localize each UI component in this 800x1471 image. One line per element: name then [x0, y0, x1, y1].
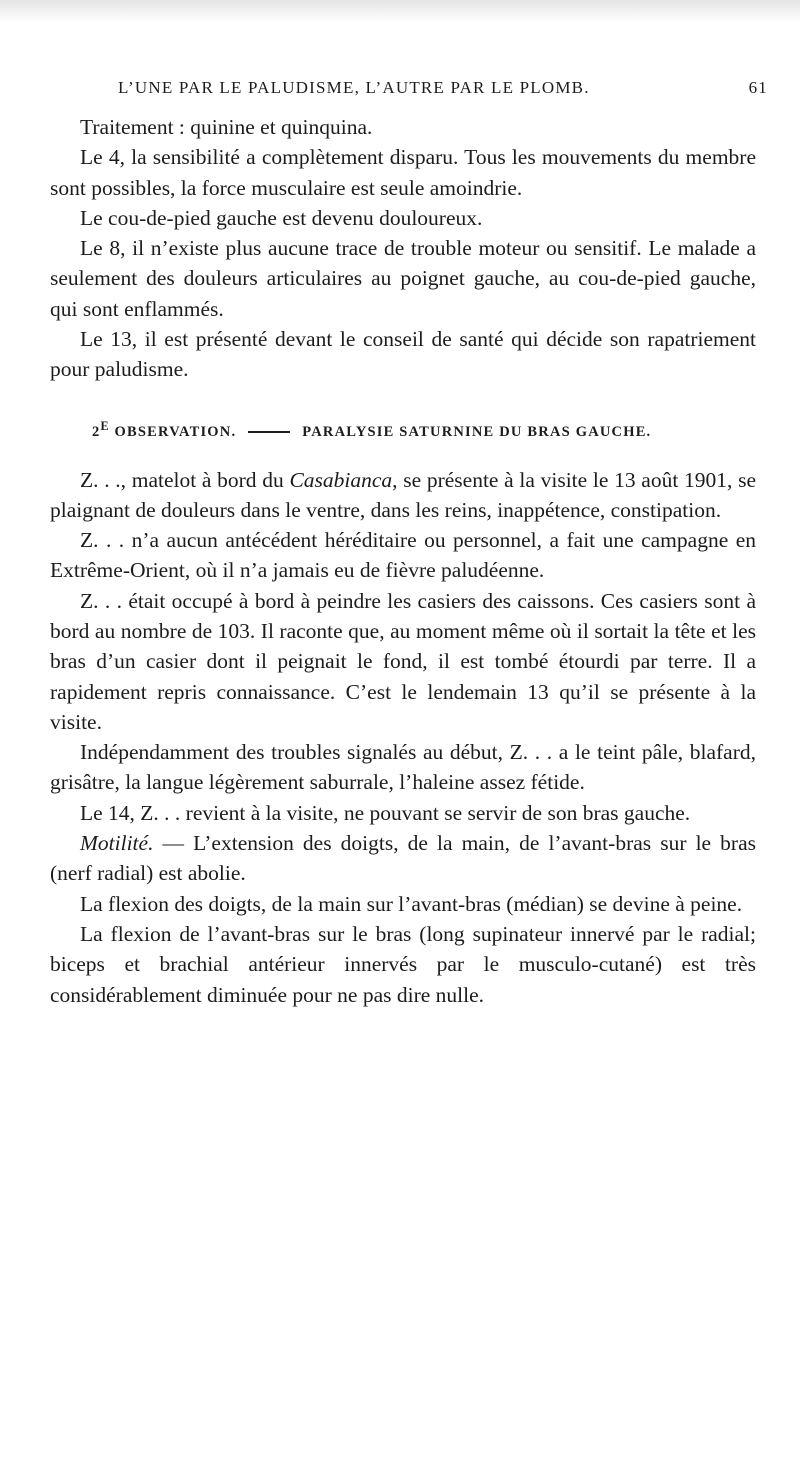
paragraph-motility — [50, 828, 756, 889]
paragraph-day-8: Le 8, il n’existe plus aucune trace de trouble moteur ou sensitif. Le malade a seulement des douleurs articulaires au poignet gauche, au cou-de-pied gauche, qui sont enflammés. — [50, 236, 756, 321]
paragraph-treatment: Traitement : quinine et quinquina. — [80, 115, 373, 139]
paragraph-instep: Le cou-de-pied gauche est devenu douloureux. — [80, 205, 483, 230]
paragraph-flexion-fingers: La flexion des doigts, de la main sur l’avant-bras (médian) se devine à peine. — [80, 891, 743, 916]
page-number: 61 — [748, 78, 768, 97]
running-title: L’UNE PAR LE PALUDISME, L’AUTRE PAR LE PLOMB. — [118, 78, 590, 97]
paragraph-flexion-forearm: La flexion de l’avant-bras sur le bras (long supinateur innervé par le radial; biceps et brachial antérieur innervés par le musculo-cutané) est très considérablement diminuée pour ne pas dire nulle. — [50, 921, 756, 1007]
section-number-suffix: E — [100, 418, 110, 433]
page-edge-shading — [0, 0, 800, 22]
paragraph-patient-intro — [50, 465, 756, 526]
heading-dash — [248, 431, 290, 433]
paragraph-incident: Z. . . était occupé à bord à peindre les casiers des caissons. Ces casiers sont à bord au nombre de 103. Il raconte que, au moment même où il sortait la tête et les bras d’un casier dont il peignait le fond, il est tombé étourdi par terre. Il a rapidement repris connaissance. C’est le lendemain 13 qu’il se présente à la visite. — [50, 588, 756, 734]
body-text — [50, 112, 756, 1010]
running-head — [88, 78, 768, 106]
section-number: 2 — [92, 423, 101, 440]
paragraph-signs: Indépendamment des troubles signalés au début, Z. . . a le teint pâle, blafard, grisâtre, la langue légèrement saburrale, l’haleine assez fétide. — [50, 740, 756, 795]
paragraph-day-13: Le 13, il est présenté devant le conseil de santé qui décide son rapatriement pour paludisme. — [50, 327, 756, 382]
section-label: OBSERVATION. — [114, 423, 237, 440]
motility-label: Motilité. — [80, 831, 154, 856]
section-title: PARALYSIE SATURNINE DU BRAS GAUCHE. — [302, 423, 652, 440]
patient-intro-start: Z. . ., matelot à bord du — [80, 467, 290, 492]
paragraph-day-4: Le 4, la sensibilité a complètement disparu. Tous les mouvements du membre sont possibles, la force musculaire est seule amoindrie. — [50, 145, 756, 200]
ship-name: Casabianca — [289, 467, 393, 492]
section-heading — [50, 415, 756, 443]
paragraph-day-14: Le 14, Z. . . revient à la visite, ne pouvant se servir de son bras gauche. — [80, 800, 691, 825]
motility-text: — L’extension des doigts, de la main, de l’avant-bras sur le bras (nerf radial) est abolie. — [50, 831, 756, 886]
paragraph-history: Z. . . n’a aucun antécédent héréditaire ou personnel, a fait une campagne en Extrême-Orient, où il n’a jamais eu de fièvre paludéenne. — [50, 528, 756, 583]
patient-intro-end: , se présente à la visite le 13 août 1901, se plaignant de douleurs dans le ventre, dans les reins, inappétence, constipation. — [50, 467, 756, 522]
